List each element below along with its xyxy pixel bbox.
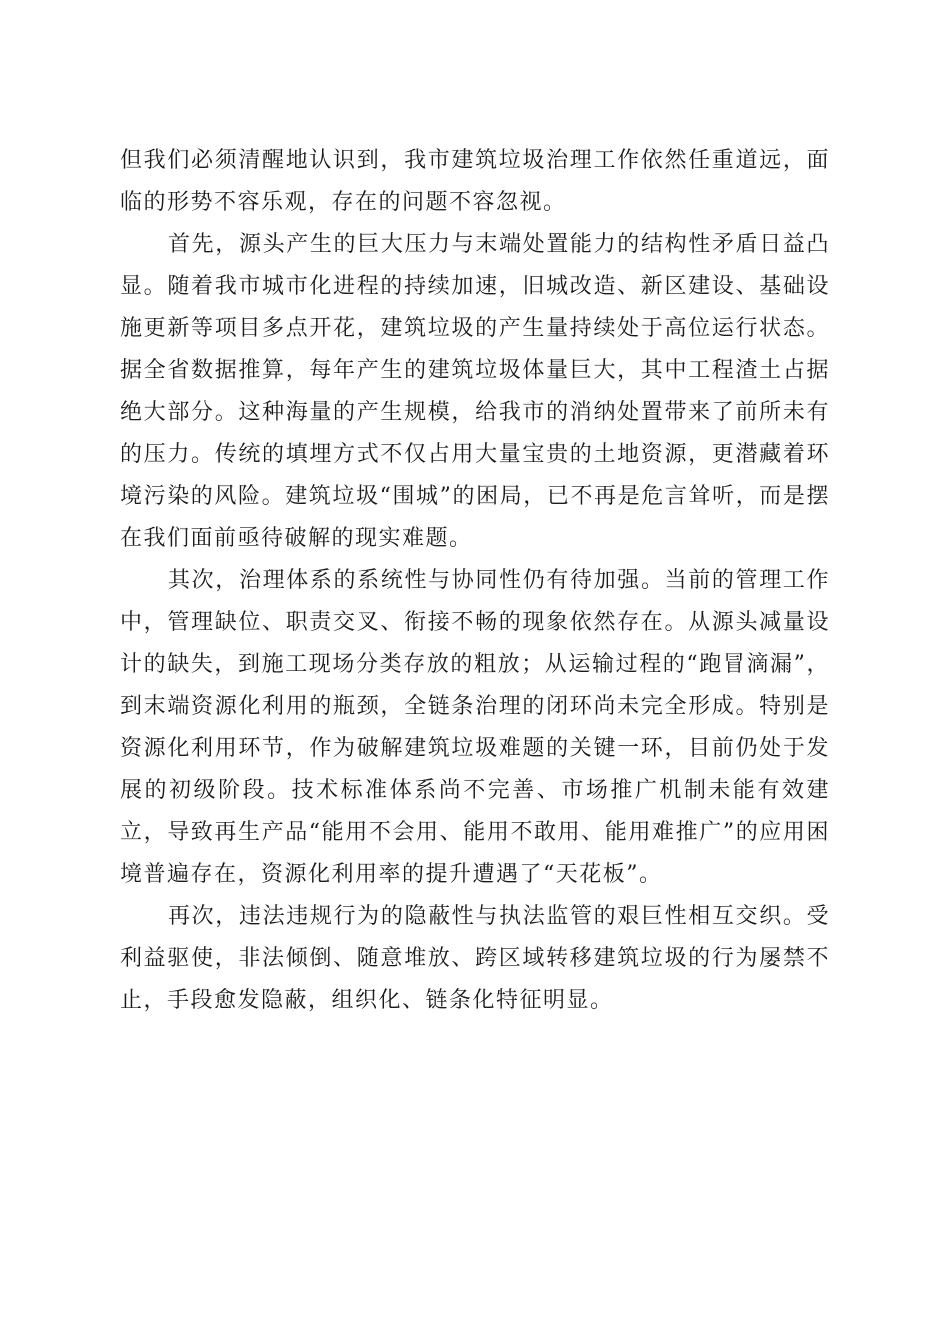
paragraph-second-point: 其次，治理体系的系统性与协同性仍有待加强。当前的管理工作中，管理缺位、职责交叉、衔接不畅的现象依然存在。从源头减量设计的缺失，到施工现场分类存放的粗放；从运输过程的“跑冒滴漏”，到末端资源化利用的瓶颈，全链条治理的闭环尚未完全形成。特别是资源化利用环节，作为破解建筑垃圾难题的关键一环，目前仍处于发展的初级阶段。技术标准体系尚不完善、市场推广机制未能有效建立，导致再生产品“能用不会用、能用不敢用、能用难推广”的应用困境普遍存在，资源化利用率的提升遭遇了“天花板”。: [120, 568, 830, 887]
paragraph-continuation: 但我们必须清醒地认识到，我市建筑垃圾治理工作依然任重道远，面临的形势不容乐观，存在的问题不容忽视。: [120, 148, 830, 215]
paragraph-third-point: 再次，违法违规行为的隐蔽性与执法监管的艰巨性相互交织。受利益驱使，非法倾倒、随意堆放、跨区域转移建筑垃圾的行为屡禁不止，手段愈发隐蔽，组织化、链条化特征明显。: [120, 904, 830, 1013]
paragraph-first-point: 首先，源头产生的巨大压力与末端处置能力的结构性矛盾日益凸显。随着我市城市化进程的持续加速，旧城改造、新区建设、基础设施更新等项目多点开花，建筑垃圾的产生量持续处于高位运行状态。据全省数据推算，每年产生的建筑垃圾体量巨大，其中工程渣土占据绝大部分。这种海量的产生规模，给我市的消纳处置带来了前所未有的压力。传统的填埋方式不仅占用大量宝贵的土地资源，更潜藏着环境污染的风险。建筑垃圾“围城”的困局，已不再是危言耸听，而是摆在我们面前亟待破解的现实难题。: [120, 232, 830, 551]
document-body: [120, 140, 830, 1022]
